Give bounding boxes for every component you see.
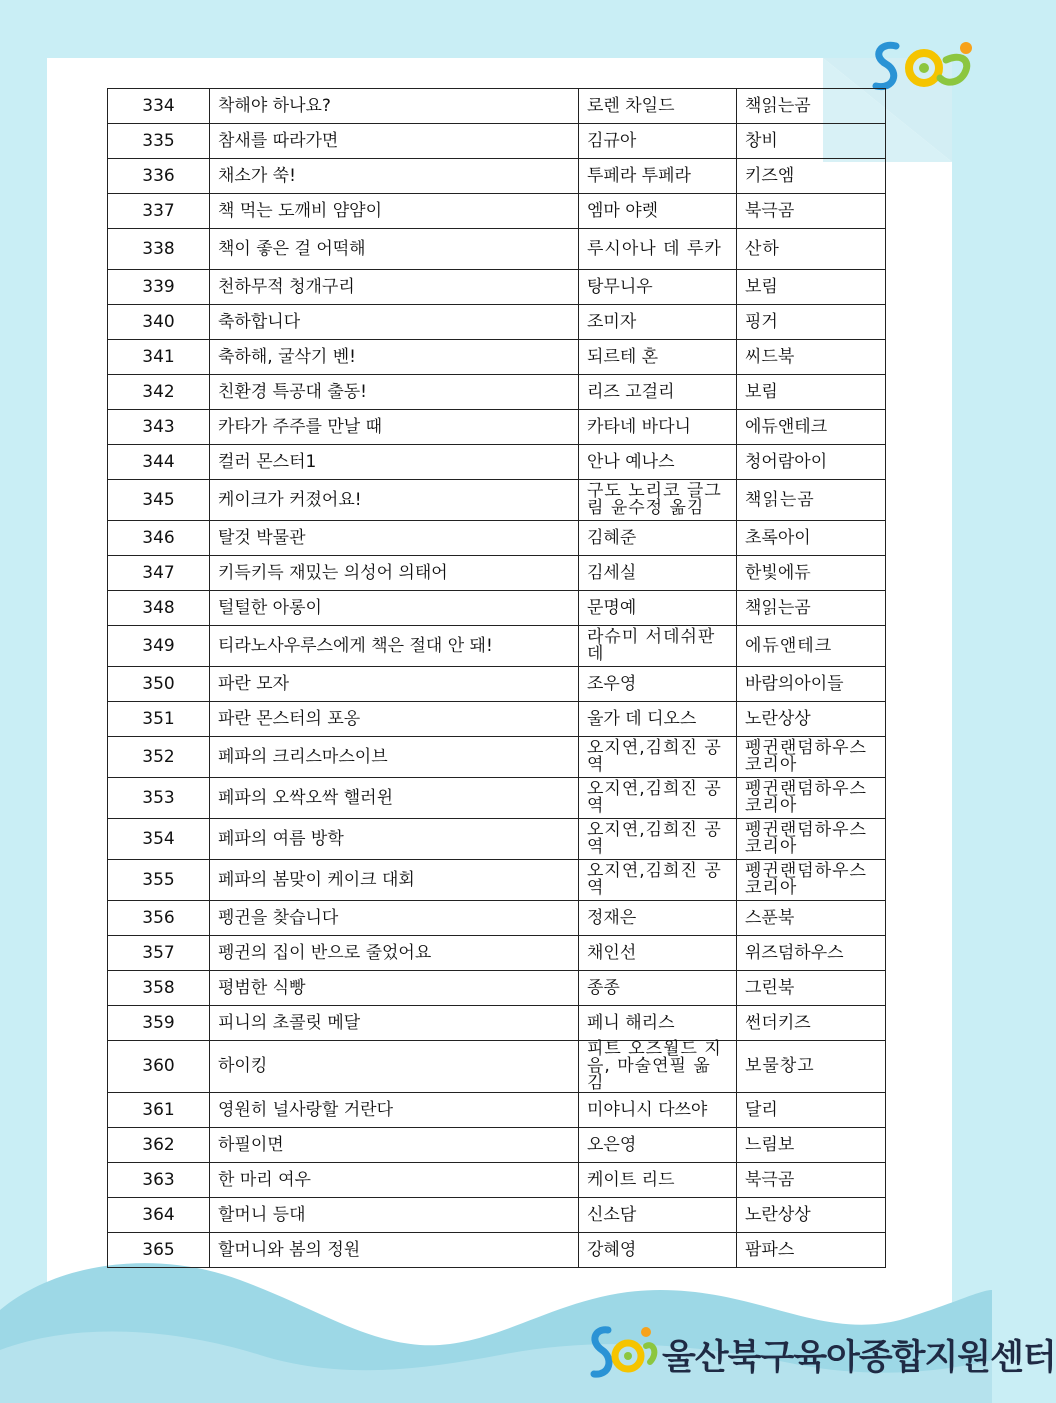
cell-author: 페니 해리스 [579,1006,737,1041]
cell-author: 카타네 바다니 [579,410,737,445]
cell-author: 구도 노리코 글그림 윤수정 옮김 [579,480,737,521]
cell-number: 363 [108,1163,210,1198]
cell-title: 카타가 주주를 만날 때 [210,410,579,445]
cell-title: 탈것 박물관 [210,521,579,556]
cell-title: 케이크가 커졌어요! [210,480,579,521]
table-row [108,971,886,1006]
cell-title: 키득키득 재밌는 의성어 의태어 [210,556,579,591]
table-row [108,89,886,124]
table-row [108,124,886,159]
cell-publisher: 펭귄랜덤하우스코리아 [737,778,886,819]
cell-number: 360 [108,1041,210,1093]
cell-title: 티라노사우루스에게 책은 절대 안 돼! [210,626,579,667]
table-row [108,860,886,901]
cell-author: 미야니시 다쓰야 [579,1093,737,1128]
cell-number: 341 [108,340,210,375]
cell-author: 김혜준 [579,521,737,556]
cell-title: 페파의 여름 방학 [210,819,579,860]
cell-publisher: 키즈엠 [737,159,886,194]
cell-author: 라슈미 서데쉬판데 [579,626,737,667]
footer-logo [588,1320,1056,1386]
cell-title: 착해야 하나요? [210,89,579,124]
table-row [108,229,886,270]
cell-number: 337 [108,194,210,229]
cell-number: 343 [108,410,210,445]
table-row [108,626,886,667]
cell-number: 361 [108,1093,210,1128]
cell-number: 351 [108,702,210,737]
cell-title: 파란 몬스터의 포옹 [210,702,579,737]
cell-publisher: 북극곰 [737,1163,886,1198]
table-row [108,1006,886,1041]
cell-author: 투페라 투페라 [579,159,737,194]
cell-publisher: 북극곰 [737,194,886,229]
cell-author: 오지연,김희진 공역 [579,778,737,819]
cell-publisher: 보림 [737,270,886,305]
table-row [108,1233,886,1268]
cell-author: 강혜영 [579,1233,737,1268]
cell-title: 책 먹는 도깨비 얌얌이 [210,194,579,229]
cell-author: 케이트 리드 [579,1163,737,1198]
cell-number: 335 [108,124,210,159]
cell-title: 할머니 등대 [210,1198,579,1233]
cell-author: 울가 데 디오스 [579,702,737,737]
cell-number: 355 [108,860,210,901]
cell-publisher: 에듀앤테크 [737,626,886,667]
cell-title: 친환경 특공대 출동! [210,375,579,410]
cell-title: 피니의 초콜릿 메달 [210,1006,579,1041]
cell-publisher: 느림보 [737,1128,886,1163]
table-row [108,702,886,737]
cell-title: 페파의 크리스마스이브 [210,737,579,778]
cell-title: 축하합니다 [210,305,579,340]
cell-number: 344 [108,445,210,480]
cell-number: 359 [108,1006,210,1041]
cell-author: 조미자 [579,305,737,340]
table-row [108,375,886,410]
cell-publisher: 청어람아이 [737,445,886,480]
table-row [108,270,886,305]
table-row [108,737,886,778]
cell-publisher: 씨드북 [737,340,886,375]
cell-publisher: 썬더키즈 [737,1006,886,1041]
cell-number: 350 [108,667,210,702]
cell-number: 345 [108,480,210,521]
cell-author: 탕무니우 [579,270,737,305]
cell-number: 364 [108,1198,210,1233]
cell-author: 오은영 [579,1128,737,1163]
cell-title: 채소가 쑥! [210,159,579,194]
table-row [108,1198,886,1233]
cell-author: 엠마 야렛 [579,194,737,229]
cell-author: 채인선 [579,936,737,971]
cell-number: 340 [108,305,210,340]
cell-author: 오지연,김희진 공역 [579,737,737,778]
cell-title: 할머니와 봄의 정원 [210,1233,579,1268]
cell-number: 347 [108,556,210,591]
cell-title: 천하무적 청개구리 [210,270,579,305]
cell-number: 334 [108,89,210,124]
cell-author: 신소담 [579,1198,737,1233]
cell-publisher: 달리 [737,1093,886,1128]
cell-title: 한 마리 여우 [210,1163,579,1198]
table-row [108,778,886,819]
cell-title: 페파의 오싹오싹 핼러윈 [210,778,579,819]
cell-title: 축하해, 굴삭기 벤! [210,340,579,375]
cell-publisher: 핑거 [737,305,886,340]
cell-author: 문명예 [579,591,737,626]
cell-publisher: 한빛에듀 [737,556,886,591]
cell-author: 조우영 [579,667,737,702]
footer-logo-icon [588,1320,658,1386]
cell-number: 338 [108,229,210,270]
cell-author: 정재은 [579,901,737,936]
cell-publisher: 그린북 [737,971,886,1006]
cell-title: 펭귄의 집이 반으로 줄었어요 [210,936,579,971]
table-row [108,556,886,591]
cell-title: 털털한 아롱이 [210,591,579,626]
cell-author: 로렌 차일드 [579,89,737,124]
cell-number: 358 [108,971,210,1006]
cell-publisher: 보물창고 [737,1041,886,1093]
cell-publisher: 초록아이 [737,521,886,556]
cell-publisher: 창비 [737,124,886,159]
cell-publisher: 에듀앤테크 [737,410,886,445]
cell-publisher: 책읽는곰 [737,89,886,124]
cell-author: 피트 오즈월드 지음, 마술연필 옮김 [579,1041,737,1093]
cell-publisher: 산하 [737,229,886,270]
cell-number: 356 [108,901,210,936]
cell-number: 365 [108,1233,210,1268]
cell-title: 책이 좋은 걸 어떡해 [210,229,579,270]
cell-publisher: 책읽는곰 [737,480,886,521]
cell-number: 353 [108,778,210,819]
cell-author: 종종 [579,971,737,1006]
cell-number: 342 [108,375,210,410]
cell-publisher: 펭귄랜덤하우스코리아 [737,737,886,778]
cell-publisher: 노란상상 [737,702,886,737]
cell-publisher: 펭귄랜덤하우스코리아 [737,819,886,860]
cell-publisher: 위즈덤하우스 [737,936,886,971]
cell-author: 김세실 [579,556,737,591]
footer-org-name: 울산북구육아종합지원센터 [662,1338,1056,1378]
cell-title: 컬러 몬스터1 [210,445,579,480]
cell-author: 오지연,김희진 공역 [579,819,737,860]
cell-publisher: 보림 [737,375,886,410]
book-list-table [107,88,886,1268]
table-row [108,521,886,556]
cell-title: 하이킹 [210,1041,579,1093]
table-row [108,591,886,626]
table-row [108,410,886,445]
cell-author: 김규아 [579,124,737,159]
table-row [108,480,886,521]
cell-author: 루시아나 데 루카 [579,229,737,270]
table-row [108,1163,886,1198]
table-row [108,819,886,860]
cell-title: 영원히 널사랑할 거란다 [210,1093,579,1128]
cell-title: 참새를 따라가면 [210,124,579,159]
cell-number: 336 [108,159,210,194]
cell-title: 페파의 봄맞이 케이크 대회 [210,860,579,901]
cell-title: 펭귄을 찾습니다 [210,901,579,936]
cell-publisher: 책읽는곰 [737,591,886,626]
cell-author: 되르테 혼 [579,340,737,375]
table-row [108,1128,886,1163]
cell-number: 339 [108,270,210,305]
cell-publisher: 펭귄랜덤하우스코리아 [737,860,886,901]
cell-number: 348 [108,591,210,626]
table-row [108,936,886,971]
table-row [108,159,886,194]
cell-number: 357 [108,936,210,971]
cell-title: 평범한 식빵 [210,971,579,1006]
cell-number: 352 [108,737,210,778]
cell-publisher: 바람의아이들 [737,667,886,702]
table-row [108,445,886,480]
cell-publisher: 노란상상 [737,1198,886,1233]
table-row [108,305,886,340]
cell-number: 346 [108,521,210,556]
cell-number: 349 [108,626,210,667]
cell-publisher: 스푼북 [737,901,886,936]
cell-number: 362 [108,1128,210,1163]
table-row [108,1093,886,1128]
cell-author: 오지연,김희진 공역 [579,860,737,901]
table-row [108,194,886,229]
cell-author: 리즈 고걸리 [579,375,737,410]
cell-number: 354 [108,819,210,860]
cell-title: 파란 모자 [210,667,579,702]
table-row [108,340,886,375]
table-row [108,667,886,702]
table-row [108,901,886,936]
cell-title: 하필이면 [210,1128,579,1163]
cell-publisher: 팜파스 [737,1233,886,1268]
cell-author: 안나 예나스 [579,445,737,480]
table-row [108,1041,886,1093]
